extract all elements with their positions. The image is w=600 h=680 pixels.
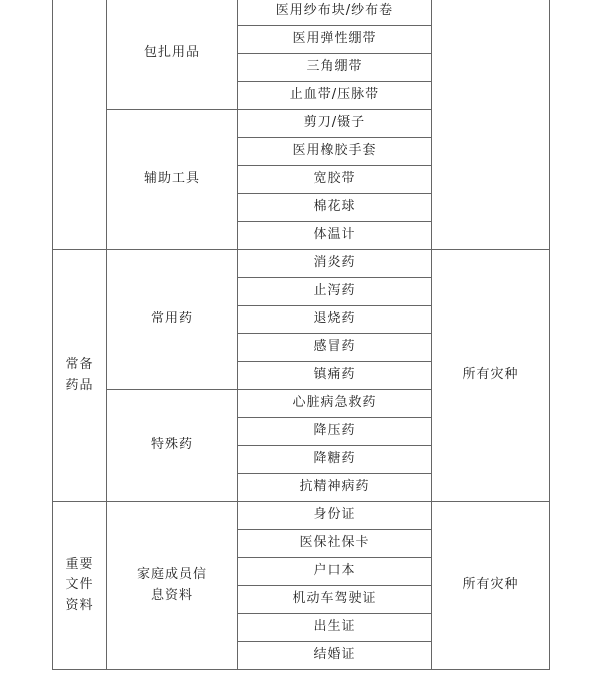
item-cell: 降糖药 (238, 446, 432, 474)
item-cell: 降压药 (238, 418, 432, 446)
table-row (53, 250, 550, 278)
item-cell: 户口本 (238, 558, 432, 586)
category-cell: 常备 药品 (53, 250, 107, 502)
item-cell: 医用橡胶手套 (238, 138, 432, 166)
item-cell: 体温计 (238, 222, 432, 250)
supplies-table (52, 0, 550, 670)
supplies-table-body (53, 0, 550, 670)
item-cell: 出生证 (238, 614, 432, 642)
item-cell: 退烧药 (238, 306, 432, 334)
item-cell: 棉花球 (238, 194, 432, 222)
item-cell: 身份证 (238, 502, 432, 530)
item-cell: 感冒药 (238, 334, 432, 362)
table-row (53, 0, 550, 26)
item-cell: 止血带/压脉带 (238, 82, 432, 110)
item-cell: 医保社保卡 (238, 530, 432, 558)
item-cell: 抗精神病药 (238, 474, 432, 502)
item-cell: 心脏病急救药 (238, 390, 432, 418)
subcategory-cell: 常用药 (107, 250, 238, 390)
item-cell: 镇痛药 (238, 362, 432, 390)
subcategory-cell: 辅助工具 (107, 110, 238, 250)
subcategory-cell: 包扎用品 (107, 0, 238, 110)
item-cell: 剪刀/镊子 (238, 110, 432, 138)
item-cell: 宽胶带 (238, 166, 432, 194)
item-cell: 结婚证 (238, 642, 432, 670)
item-cell: 医用弹性绷带 (238, 26, 432, 54)
item-cell: 三角绷带 (238, 54, 432, 82)
disaster-type-cell: 所有灾种 (432, 250, 550, 502)
category-cell (53, 0, 107, 250)
disaster-type-cell (432, 0, 550, 250)
subcategory-cell: 家庭成员信 息资料 (107, 502, 238, 670)
subcategory-cell: 特殊药 (107, 390, 238, 502)
item-cell: 消炎药 (238, 250, 432, 278)
category-cell: 重要 文件 资料 (53, 502, 107, 670)
item-cell: 止泻药 (238, 278, 432, 306)
item-cell: 医用纱布块/纱布卷 (238, 0, 432, 26)
table-row (53, 502, 550, 530)
disaster-type-cell: 所有灾种 (432, 502, 550, 670)
item-cell: 机动车驾驶证 (238, 586, 432, 614)
